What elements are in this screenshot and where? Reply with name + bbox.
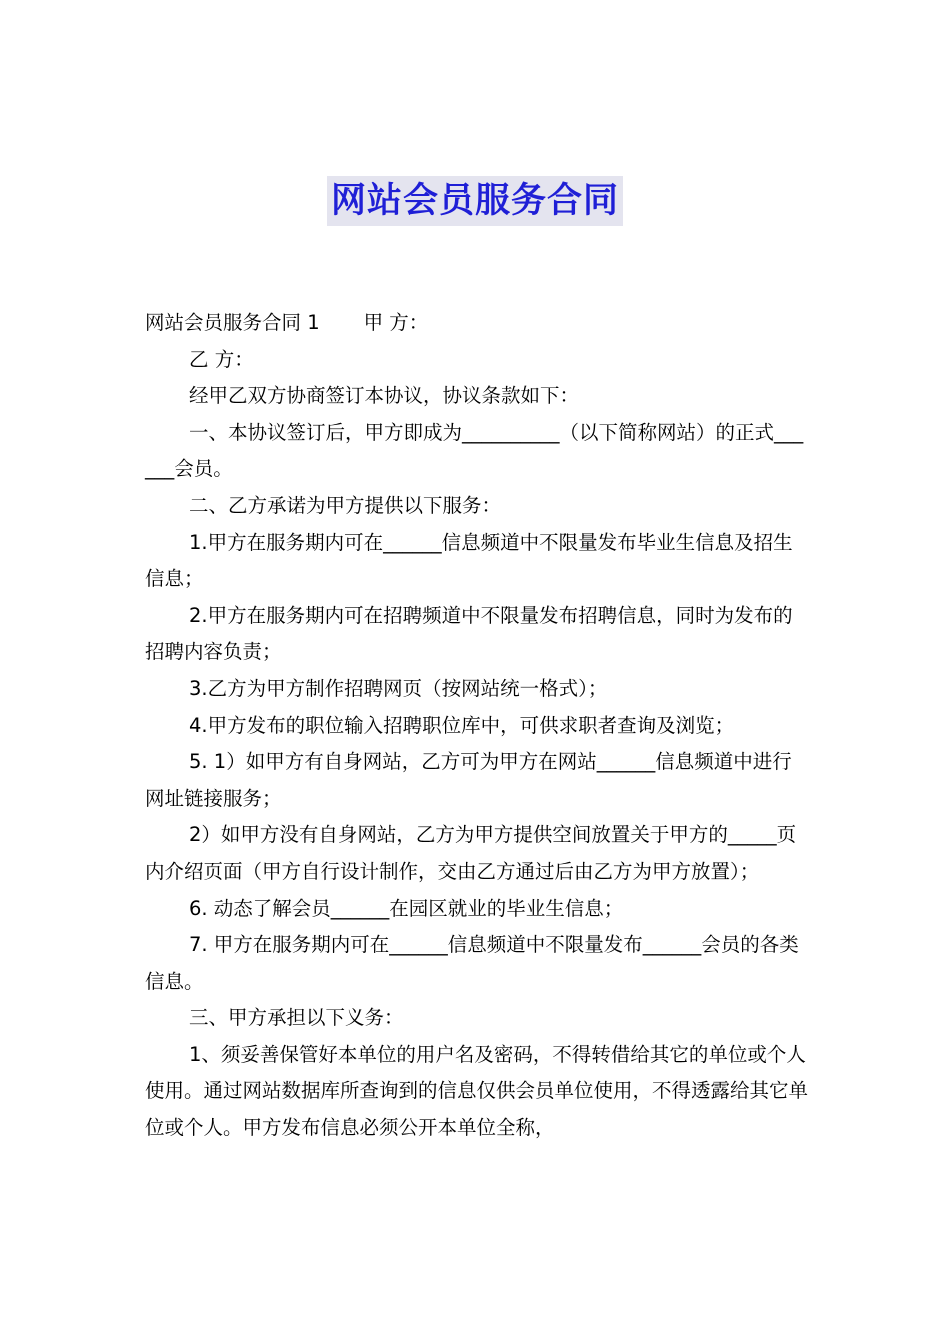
paragraph-heading (145, 305, 810, 342)
party-a-label: 甲 方： (363, 311, 429, 334)
paragraph: 经甲乙双方协商签订本协议，协议条款如下： (189, 384, 580, 408)
contract-number-label: 网站会员服务合同 1 (145, 311, 320, 334)
title-container (0, 176, 950, 226)
section-heading: 三、甲方承担以下义务： (189, 1006, 404, 1030)
list-item: 4.甲方发布的职位输入招聘职位库中，可供求职者查询及浏览； (189, 713, 735, 737)
list-item: 1、须妥善保管好本单位的用户名及密码，不得转借给其它的单位或个人使用。通过网站数据库所查询到的信息仅供会员单位使用，不得透露给其它单位或个人。甲方发布信息必须公开本单位全称， (145, 1042, 809, 1140)
list-item: 2）如甲方没有自身网站，乙方为甲方提供空间放置关于甲方的_____页内介绍页面（甲方自行设计制作，交由乙方通过后由乙方为甲方放置）； (145, 823, 797, 883)
section-heading: 二、乙方承诺为甲方提供以下服务： (189, 493, 502, 517)
paragraph: 一、本协议签订后，甲方即成为__________（以下简称网站）的正式______会员。 (145, 420, 804, 481)
list-item: 1.甲方在服务期内可在______信息频道中不限量发布毕业生信息及招生信息； (145, 530, 793, 591)
list-item: 7. 甲方在服务期内可在______信息频道中不限量发布______会员的各类信息。 (145, 933, 799, 993)
list-item: 3.乙方为甲方制作招聘网页（按网站统一格式）； (189, 676, 608, 700)
document-title: 网站会员服务合同 (327, 176, 623, 226)
party-b-label: 乙 方： (189, 347, 254, 371)
list-item: 2.甲方在服务期内可在招聘频道中不限量发布招聘信息，同时为发布的招聘内容负责； (145, 603, 793, 664)
list-item: 5. 1）如甲方有自身网站，乙方可为甲方在网站______信息频道中进行网址链接服务； (145, 750, 792, 810)
document-body (145, 305, 810, 1147)
list-item: 6. 动态了解会员______在园区就业的毕业生信息； (189, 896, 624, 920)
